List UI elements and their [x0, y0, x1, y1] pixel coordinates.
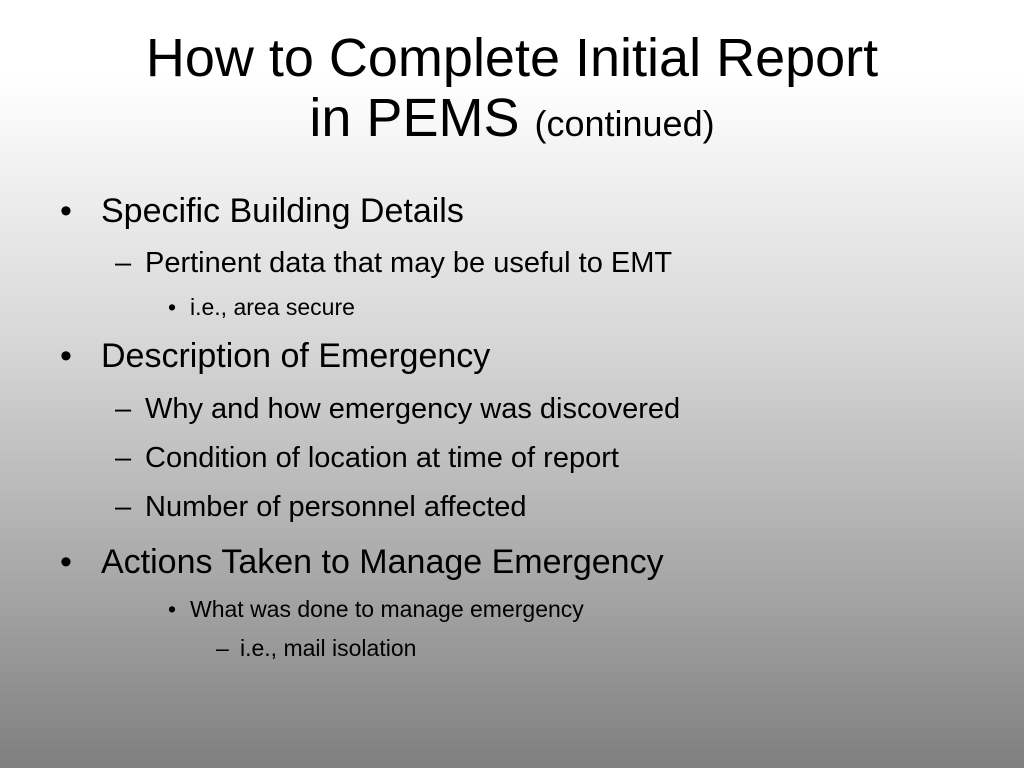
bullet-marker: • — [60, 337, 72, 375]
sub-bullet-text: Number of personnel affected — [145, 491, 527, 523]
sub-sub-bullet-text: i.e., area secure — [190, 294, 355, 320]
bullet-text: Description of Emergency — [101, 337, 491, 375]
bullet-marker: • — [60, 543, 72, 581]
dash-marker: – — [115, 442, 132, 474]
bullet-text: Specific Building Details — [101, 192, 464, 230]
bullet-marker: • — [168, 294, 177, 320]
title-line-1: How to Complete Initial Report — [145, 28, 879, 88]
sub-bullet-text: Pertinent data that may be useful to EMT — [145, 247, 673, 279]
title-line-2: in PEMS — [309, 88, 520, 148]
sub-sub-bullet-text: What was done to manage emergency — [190, 596, 584, 622]
sub-bullet-text: Why and how emergency was discovered — [145, 393, 681, 425]
dash-marker: – — [115, 491, 132, 523]
bullet-marker: • — [168, 596, 177, 622]
bullet-text: Actions Taken to Manage Emergency — [101, 543, 664, 581]
sub-bullet-text: Condition of location at time of report — [145, 442, 619, 474]
dash-marker: – — [115, 393, 132, 425]
slide-title — [0, 28, 1024, 154]
dash-marker: – — [115, 247, 132, 279]
bullet-marker: • — [60, 192, 72, 230]
title-suffix: (continued) — [534, 103, 715, 144]
dash-marker: – — [216, 635, 229, 661]
level4-bullet-text: i.e., mail isolation — [240, 635, 417, 661]
